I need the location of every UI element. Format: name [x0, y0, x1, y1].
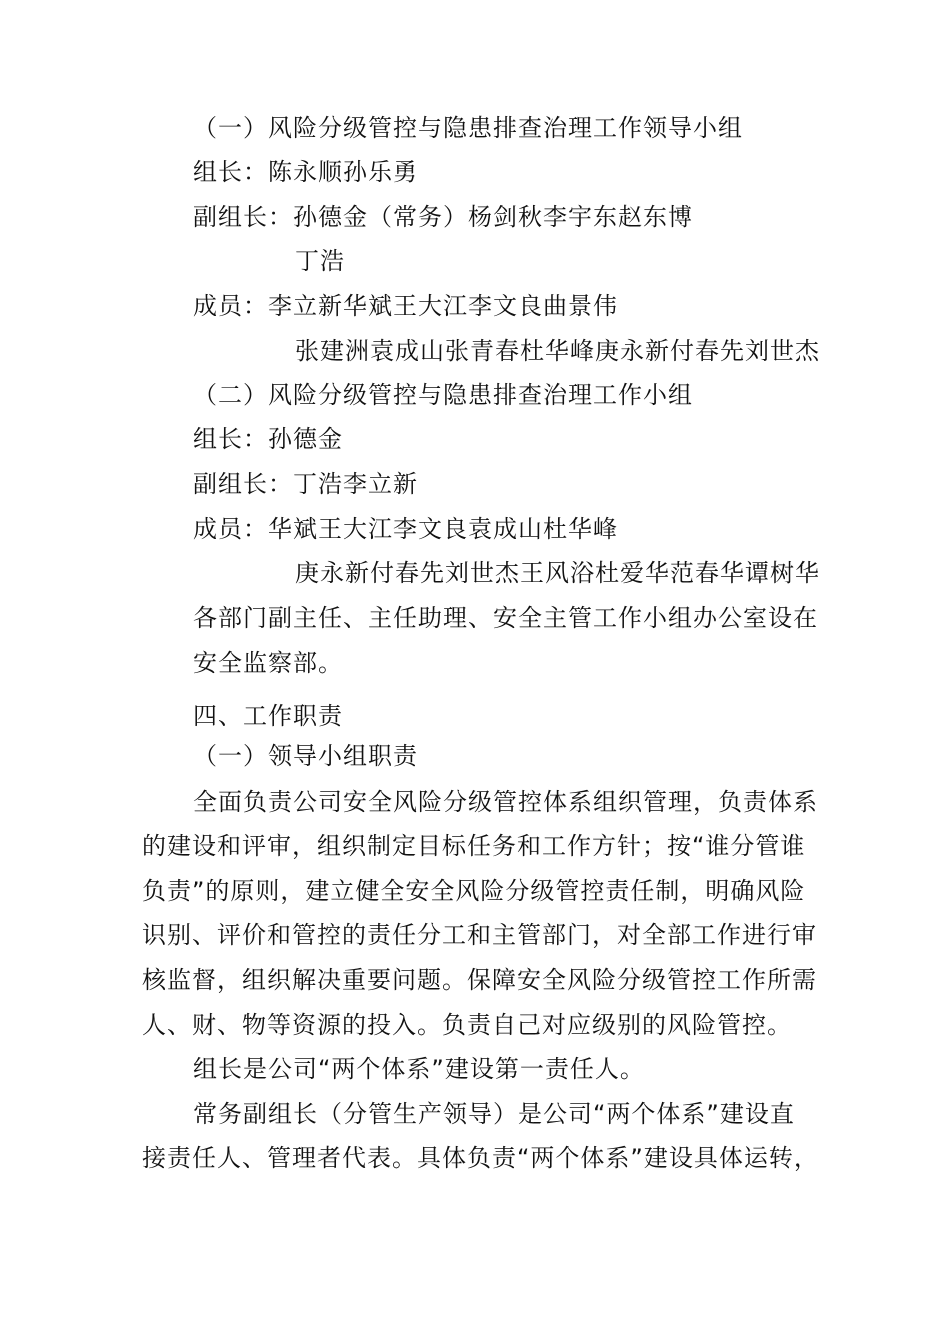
work-group-members: 成员：华斌王大江李文良袁成山杜华峰 — [193, 515, 618, 543]
para3-line: 接责任人、管理者代表。具体负责“两个体系”建设具体运转， — [142, 1144, 819, 1172]
work-group-members-cont: 庚永新付春先刘世杰王风浴杜爱华范春华谭树华 — [295, 559, 820, 587]
section4-sub-heading: （一）领导小组职责 — [193, 742, 418, 770]
para1-line: 核监督，组织解决重要问题。保障安全风险分级管控工作所需 — [142, 966, 817, 994]
leader-group-members-cont: 张建洲袁成山张青春杜华峰庚永新付春先刘世杰 — [295, 337, 820, 365]
para1-line: 人、财、物等资源的投入。负责自己对应级别的风险管控。 — [142, 1011, 792, 1039]
work-group-leader: 组长：孙德金 — [193, 425, 343, 453]
leader-group-deputy: 副组长：孙德金（常务）杨剑秋李宇东赵东博 — [193, 203, 693, 231]
para1-line: 识别、评价和管控的责任分工和主管部门，对全部工作进行审 — [142, 921, 817, 949]
work-group-office-line1: 各部门副主任、主任助理、安全主管工作小组办公室设在 — [193, 604, 818, 632]
leader-group-deputy-cont: 丁浩 — [295, 247, 345, 275]
para1-line: 负责”的原则，建立健全安全风险分级管控责任制，明确风险 — [142, 877, 806, 905]
leader-group-heading: （一）风险分级管控与隐患排查治理工作领导小组 — [193, 114, 743, 142]
para2-line: 组长是公司“两个体系”建设第一责任人。 — [193, 1055, 645, 1083]
para1-line: 的建设和评审，组织制定目标任务和工作方针；按“谁分管谁 — [142, 832, 806, 860]
para3-line: 常务副组长（分管生产领导）是公司“两个体系”建设直 — [193, 1100, 795, 1128]
work-group-deputy: 副组长：丁浩李立新 — [193, 470, 418, 498]
leader-group-members: 成员：李立新华斌王大江李文良曲景伟 — [193, 292, 618, 320]
work-group-heading: （二）风险分级管控与隐患排查治理工作小组 — [193, 381, 693, 409]
leader-group-leader: 组长：陈永顺孙乐勇 — [193, 158, 418, 186]
para1-line: 全面负责公司安全风险分级管控体系组织管理，负责体系 — [193, 788, 818, 816]
section4-heading: 四、工作职责 — [193, 702, 343, 730]
work-group-office-line2: 安全监察部。 — [193, 649, 343, 677]
